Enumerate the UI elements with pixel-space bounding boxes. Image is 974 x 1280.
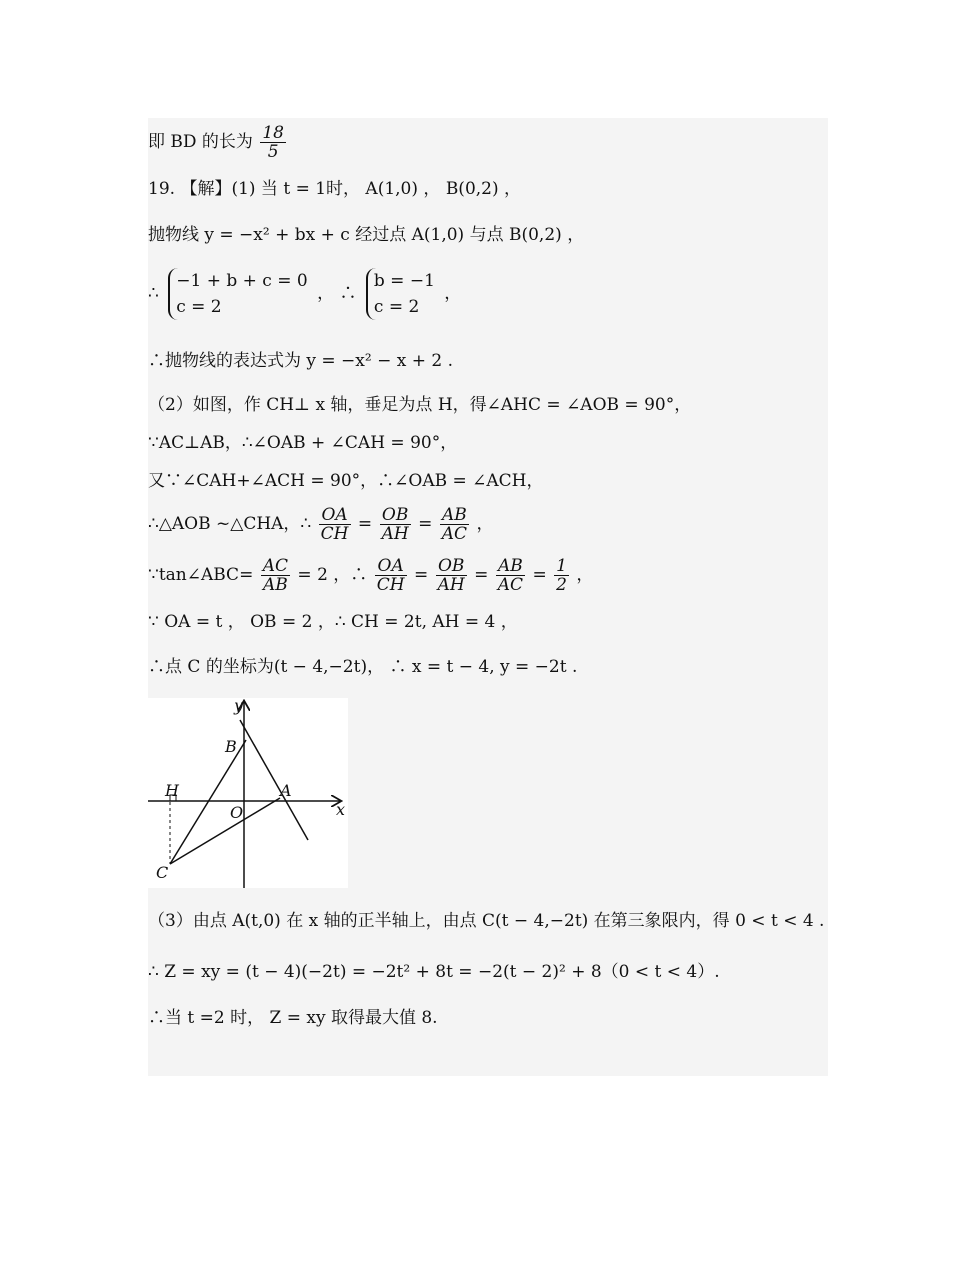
numerator: OB [436, 557, 467, 576]
text: ， ∴ [317, 283, 357, 304]
equation: −1 + b + c = 0 [176, 271, 308, 291]
line-angle-equality: 又∵∠CAH+∠ACH = 90°，∴∠OAB = ∠ACH， [148, 471, 544, 491]
numerator: OB [380, 506, 411, 525]
denominator: AC [441, 524, 468, 544]
label-c: C [156, 863, 169, 882]
label-y: y [234, 698, 244, 715]
numerator: AB [496, 557, 525, 576]
line-lengths: ∵ OA = t ， OB = 2 ，∴ CH = 2t, AH = 4 ， [148, 612, 518, 632]
fraction [436, 557, 467, 594]
document-sheet [148, 118, 828, 1076]
numerator: AC [262, 556, 289, 576]
equation-system-1 [168, 268, 307, 320]
line-tangent-ratio: ∵tan∠ABC= $\frac{AC}{AB}$ = 2 ，∴ $\frac{OA}{CH}$ = $\frac{OB}{AH}$ = $\frac{AB}{AC}$ = $\frac{1}{2}$ ， [148, 556, 594, 595]
denominator: CH [376, 575, 405, 595]
numerator: 18 [262, 123, 284, 143]
fraction [375, 557, 407, 594]
line-similar-triangles: ∴△AOB ~△CHA，∴ $\frac{OA}{CH}$ = $\frac{OB}{AH}$ = $\frac{AB}{AC}$ ， [148, 505, 494, 544]
line-bd-length [148, 124, 288, 161]
line-maximum-value: ∴当 t =2 时， Z = xy 取得最大值 8. [148, 1008, 438, 1028]
line-part2-construction: （2）如图，作 CH⊥ x 轴，垂足为点 H，得∠AHC = ∠AOB = 90°， [148, 395, 692, 415]
line-parabola-expression: ∴抛物线的表达式为 y = −x² − x + 2 . [148, 351, 454, 371]
line-part3-range: （3）由点 A(t,0) 在 x 轴的正半轴上，由点 C(t − 4,−2t) 在第三象限内，得 0 < t < 4 . [148, 911, 825, 931]
fraction [380, 506, 411, 543]
text: ， [576, 565, 594, 585]
equation: b = −1 [373, 271, 435, 291]
fraction [260, 124, 286, 161]
line-ab [240, 720, 308, 840]
fraction [319, 506, 351, 543]
denominator: 5 [267, 142, 279, 162]
text: ∴△AOB ~△CHA，∴ [148, 514, 312, 534]
denominator: AH [437, 575, 465, 595]
numerator: AB [440, 506, 469, 525]
denominator: 2 [556, 575, 567, 595]
text: ∵tan∠ABC= [148, 565, 254, 585]
figure-svg [148, 698, 348, 888]
text: = 2 ，∴ [297, 565, 368, 585]
denominator: AB [262, 575, 288, 595]
label-x: x [336, 800, 346, 819]
equation: c = 2 [373, 297, 420, 317]
coordinate-figure [148, 698, 348, 888]
text: ， [444, 283, 462, 304]
label-b: B [225, 737, 237, 756]
equation: c = 2 [176, 297, 222, 317]
segment-ca [170, 798, 280, 864]
line-equation-systems [148, 268, 461, 320]
fraction [440, 506, 469, 543]
label-o: O [230, 803, 244, 822]
numerator: OA [375, 557, 407, 576]
equation-system-2 [366, 268, 435, 320]
text: 即 BD 的长为 [148, 132, 253, 152]
line-q19-part1: 19. 【解】(1) 当 t = 1时， A(1,0) ， B(0,2) ， [148, 179, 522, 199]
fraction [554, 557, 569, 594]
numerator: 1 [556, 556, 567, 576]
fraction [496, 557, 525, 594]
text: ， [476, 514, 494, 534]
denominator: AC [497, 575, 524, 595]
line-z-expression: ∴ Z = xy = (t − 4)(−2t) = −2t² + 8t = −2(t − 2)² + 8（0 < t < 4）. [148, 962, 720, 982]
line-parabola-through-points: 抛物线 y = −x² + bx + c 经过点 A(1,0) 与点 B(0,2) ， [148, 225, 585, 245]
line-point-c-coordinates: ∴点 C 的坐标为(t − 4,−2t)， ∴ x = t − 4, y = −2t . [148, 657, 578, 677]
segment-cb [170, 740, 246, 864]
numerator: OA [319, 506, 351, 525]
therefore-symbol: ∴ [148, 283, 159, 304]
denominator: CH [320, 524, 349, 544]
label-h: H [165, 781, 179, 800]
label-a: A [280, 781, 292, 800]
line-perpendicular: ∵AC⊥AB，∴∠OAB + ∠CAH = 90°， [148, 433, 458, 453]
fraction [261, 557, 290, 594]
denominator: AH [381, 524, 409, 544]
